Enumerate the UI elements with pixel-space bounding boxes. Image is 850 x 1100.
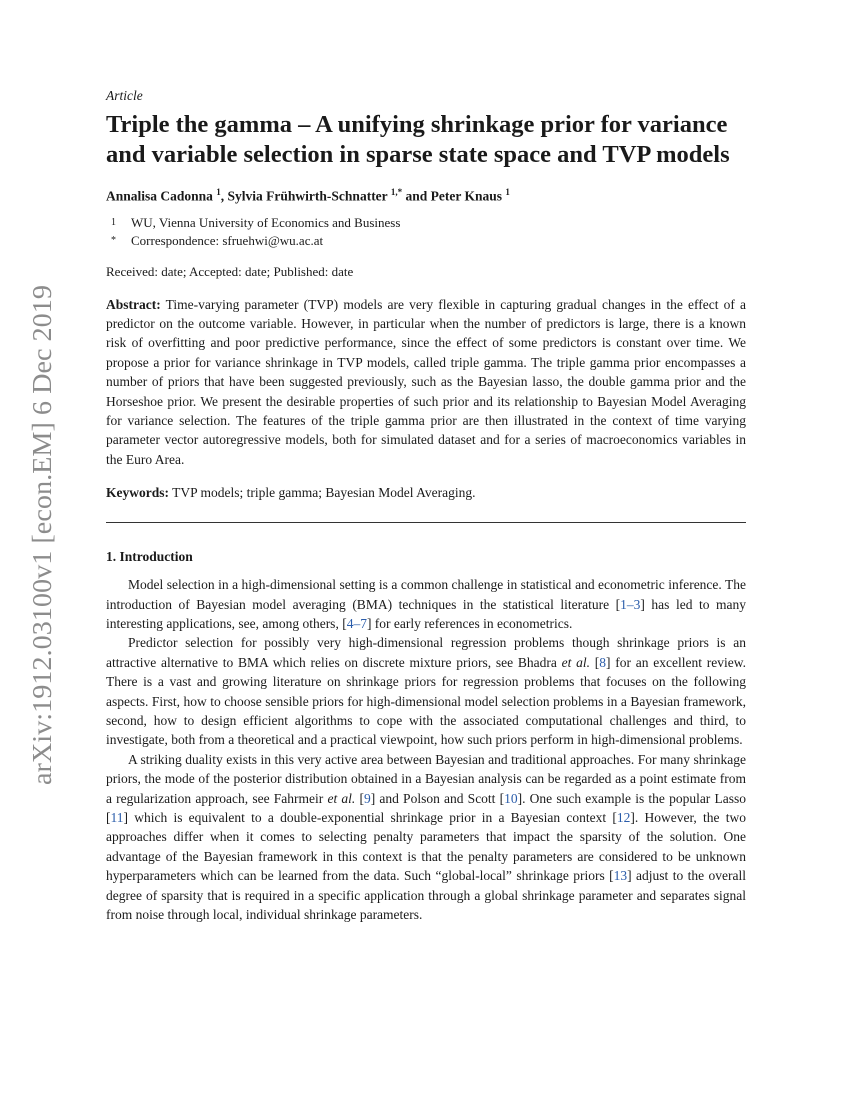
- section-divider: [106, 522, 746, 523]
- citation-link[interactable]: 10: [504, 790, 518, 806]
- paragraph: [106, 633, 746, 749]
- citation-link[interactable]: 1–3: [620, 596, 641, 612]
- citation-link[interactable]: 12: [616, 810, 631, 826]
- paragraph-text: ] and Polson and Scott [: [370, 790, 505, 806]
- paragraph-text: Model selection in a high-dimensional setting is a common challenge in statistical and econometric inference. The introduction of Bayesian model averaging (BMA) techniques in the statistical literature [: [106, 577, 746, 612]
- author-name: Annalisa Cadonna: [106, 188, 213, 204]
- affiliation-list: [106, 214, 746, 250]
- paragraph-text: ] for early references in econometrics.: [366, 615, 573, 631]
- paragraph-text: ] adjust to the overall degree of sparsity that is required in a specific application through a global shrinkage parameter and separates signal from noise through local, individual shrinkage parameters.: [106, 868, 747, 923]
- citation-link[interactable]: 11: [110, 810, 124, 826]
- paragraph-text: ] which is equivalent to a double-exponential shrinkage prior in a Bayesian context [: [123, 810, 617, 826]
- author-name: Peter Knaus: [430, 188, 502, 204]
- citation-link[interactable]: 8: [599, 654, 607, 670]
- paper-title: Triple the gamma – A unifying shrinkage prior for variance and variable selection in sparse state space and TVP models: [106, 111, 730, 168]
- keywords-label: Keywords:: [106, 485, 169, 501]
- correspondence-text: Correspondence: sfruehwi@wu.ac.at: [131, 232, 324, 248]
- citation-link[interactable]: 9: [363, 790, 371, 806]
- et-al-text: et al.: [561, 654, 591, 670]
- affiliation-mark: 1: [111, 216, 116, 228]
- paragraph-text: [: [590, 654, 600, 670]
- affiliation-item: [106, 214, 746, 232]
- author-affiliation-mark: 1: [505, 187, 510, 197]
- paragraph-text: ] for an excellent review. There is a vast and growing literature on shrinkage priors for regression problems that focuses on the following aspects. First, how to choose sensible priors for high-dimensional model selection problems in a Bayesian framework, second, how to design efficient algorithms to cope with the associated computational challenges and third, to investigate, both from a theoretical and a practical viewpoint, how such priors perform in high-dimensional problems.: [106, 654, 747, 748]
- arxiv-side-stamp: [21, 280, 61, 790]
- affiliation-item: [106, 232, 746, 250]
- paragraph: [106, 750, 746, 925]
- abstract-text: Time-varying parameter (TVP) models are very flexible in capturing gradual changes in the effect of a predictor on the outcome variable. However, in particular when the number of predictors is large, there is a known risk of overfitting and poor predictive performance, since the effect of some predictors is constant over time. We propose a prior for variance shrinkage in TVP models, called triple gamma. The triple gamma prior encompasses a number of priors that have been suggested previously, such as the Bayesian lasso, the double gamma prior and the Horseshoe prior. We present the desirable properties of such prior and its relationship to Bayesian Model Averaging for variance selection. The features of the triple gamma prior are then illustrated in the context of time varying parameter vector autoregressive models, both for simulated dataset and for a series of macroeconomics variables in the Euro Area.: [106, 296, 747, 467]
- author-affiliation-mark: 1: [216, 187, 221, 197]
- abstract: [106, 295, 746, 470]
- affiliation-text: WU, Vienna University of Economics and Business: [131, 214, 401, 230]
- keywords-text: TVP models; triple gamma; Bayesian Model Averaging.: [172, 485, 476, 501]
- abstract-label: Abstract:: [106, 296, 161, 312]
- author-separator: and: [402, 188, 431, 204]
- affiliation-mark: *: [111, 234, 116, 246]
- paper-content: [106, 88, 746, 924]
- et-al-text: et al.: [327, 790, 356, 806]
- author-name: Sylvia Frühwirth-Schnatter: [227, 188, 388, 204]
- paragraph: [106, 575, 746, 633]
- section-heading: 1. Introduction: [106, 549, 193, 565]
- paragraph-text: A striking duality exists in this very active area between Bayesian and traditional approaches. For many shrinkage priors, the mode of the posterior distribution obtained in a Bayesian analysis can be regarded as a point estimate from a regularization approach, see Fahrmeir: [106, 751, 746, 806]
- citation-link[interactable]: 13: [613, 868, 628, 884]
- citation-link[interactable]: 4–7: [346, 615, 367, 631]
- received-dates: Received: date; Accepted: date; Published: date: [106, 263, 354, 279]
- keywords: [106, 485, 746, 501]
- paragraph-text: ] has led to many interesting applications, see, among others, [: [106, 596, 746, 631]
- paragraph-text: ]. One such example is the popular Lasso [: [106, 790, 746, 826]
- author-separator: ,: [220, 188, 228, 204]
- paragraph-text: ]. However, the two approaches differ when it comes to selecting penalty parameters that impact the sparsity of the solution. One advantage of the Bayesian framework in this context is that the penalty parameters are considered to be unknown hyperparameters which can be learned from the data. Such “global-local” shrinkage priors [: [106, 810, 746, 884]
- arxiv-stamp-text: arXiv:1912.03100v1 [econ.EM] 6 Dec 2019: [27, 306, 57, 785]
- paragraph-text: [: [355, 790, 364, 806]
- author-affiliation-mark: 1,*: [390, 187, 403, 197]
- author-list: [106, 187, 746, 205]
- paragraph-text: Predictor selection for possibly very high-dimensional regression problems though shrinkage priors is an attractive alternative to BMA which relies on discrete mixture priors, see Bhadra: [106, 635, 746, 670]
- article-label: Article: [106, 88, 143, 103]
